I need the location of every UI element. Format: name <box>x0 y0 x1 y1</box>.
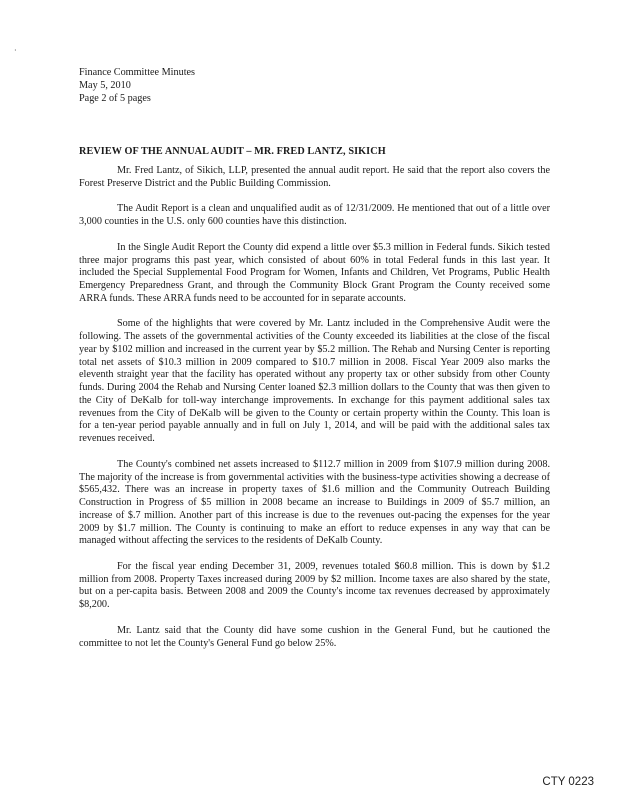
bates-stamp: CTY 0223 <box>542 776 594 788</box>
paragraph: In the Single Audit Report the County did expend a little over $5.3 million in Federal funds. Sikich tested three major programs this past year, which consisted of about 60% in total Federal funds in this last year. It included the Special Supplemental Food Program for Women, Infants and Children, Vet Programs, Public Health Emergency Preparedness Grant, and through the Community Block Grant Program the County received some ARRA funds. These ARRA funds need to be accounted for in separate accounts. <box>79 241 550 304</box>
section-heading: REVIEW OF THE ANNUAL AUDIT – MR. FRED LANTZ, SIKICH <box>79 146 386 157</box>
header-date: May 5, 2010 <box>79 79 131 91</box>
scan-speck: · <box>14 46 17 55</box>
paragraph: The Audit Report is a clean and unqualified audit as of 12/31/2009. He mentioned that out of a little over 3,000 counties in the U.S. only 600 counties have this distinction. <box>79 203 550 228</box>
header-title: Finance Committee Minutes <box>79 67 196 78</box>
paragraph: The County's combined net assets increased to $112.7 million in 2009 from $107.9 million during 2008. The majority of the increase is from governmental activities with the business-type activities showing a decrease of $565,432. There was an increase in property taxes of $1.6 million and the Community Outreach Building Construction in Progress of $5 million in 2008 became an increase to Buildings in 2009 of $5.7 million, an increase of $.7 million. Another part of this increase is due to the revenues out-pacing the expenses for the year 2009 by $1.7 million. The County is continuing to make an effort to reduce expenses in any way that can be managed without affecting the services to the residents of DeKalb County. <box>79 458 550 547</box>
header-page-number: Page 2 of 5 pages <box>79 92 151 104</box>
document-header <box>79 67 195 105</box>
paragraph: Mr. Lantz said that the County did have some cushion in the General Fund, but he cautioned the committee to not let the County's General Fund go below 25%. <box>79 624 550 649</box>
paragraph: For the fiscal year ending December 31, 2009, revenues totaled $60.8 million. This is down by $1.2 million from 2008. Property Taxes increased during 2009 by $2 million. Income taxes are also shared by the state, but on a per-capita basis. Between 2008 and 2009 the County's income tax revenues decreased by approximately $8,200. <box>79 560 550 611</box>
paragraph: Mr. Fred Lantz, of Sikich, LLP, presented the annual audit report. He said that the report also covers the Forest Preserve District and the Public Building Commission. <box>79 165 550 189</box>
paragraph: Some of the highlights that were covered by Mr. Lantz included in the Comprehensive Audit were the following. The assets of the governmental activities of the County exceeded its liabilities at the close of the fiscal year by $102 million and increased in the current year by $5.2 million. The Rehab and Nursing Center is reporting total net assets of $10.3 million in 2009 compared to $10.7 million in 2008. Fiscal Year 2009 also marks the eleventh straight year that the facility has operated without any property tax or other subsidy from other County funds. During 2004 the Rehab and Nursing Center loaned $2.3 million dollars to the County that was then given to the City of DeKalb for toll-way interchange improvements. In exchange for this payment additional sales tax revenues from the City of DeKalb will be given to the County or certain property within the County. This loan is for a ten-year period payable annually and in full on July 1, 2014, and will be paid with the additional sales tax revenues received. <box>79 318 550 445</box>
document-body <box>79 165 550 663</box>
